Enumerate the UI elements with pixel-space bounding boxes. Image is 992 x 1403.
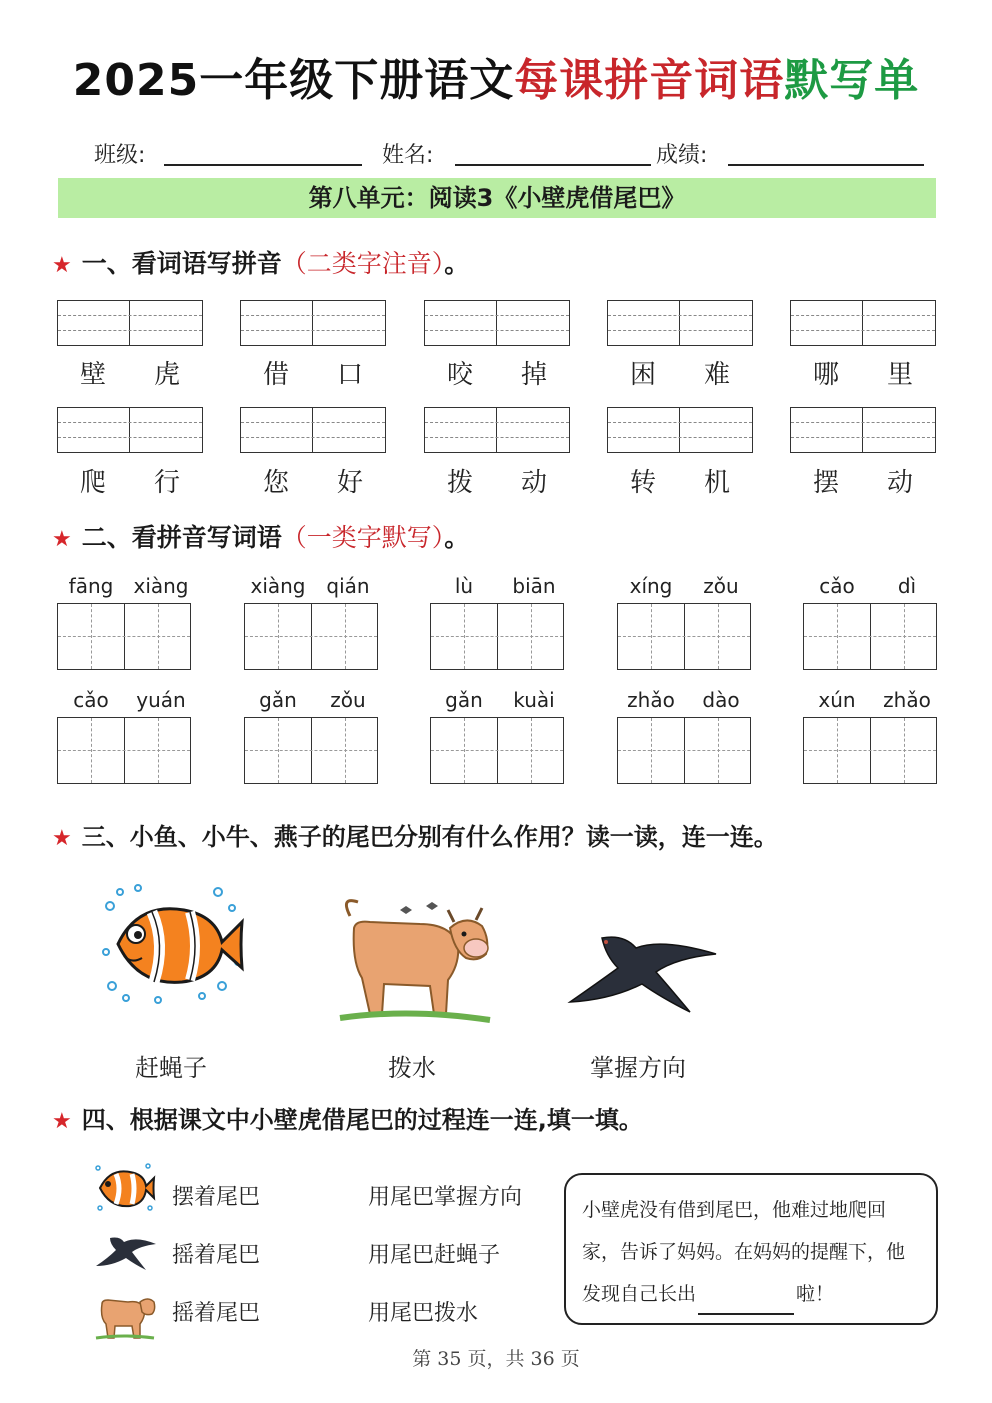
box-cell (791, 408, 863, 452)
tianzige-box[interactable] (430, 603, 564, 670)
word-char: 爬 (79, 468, 106, 498)
word-char: 困 (629, 360, 656, 390)
pinyin-label: xiàng (133, 574, 189, 598)
word-char: 口 (336, 360, 363, 390)
box-cell (425, 301, 497, 345)
section3-heading (52, 817, 778, 852)
pinyin-writing-box[interactable] (57, 300, 203, 346)
guide-line (608, 437, 752, 438)
swallow-picture (566, 928, 722, 1014)
tail-action-item[interactable]: 摇着尾巴 (172, 1243, 261, 1268)
guide-line (791, 422, 935, 423)
word-char: 虎 (153, 360, 180, 390)
section4-title: 四、根据课文中小壁虎借尾巴的过程连一连,填一填。 (81, 1106, 643, 1134)
class-label: 班级: (94, 143, 146, 168)
title-part-black: 2025一年级下册语文 (72, 55, 515, 106)
guide-line (608, 330, 752, 331)
title-part-green: 默写单 (784, 55, 920, 106)
tail-purpose-item[interactable]: 用尾巴赶蝇子 (368, 1243, 501, 1268)
box-cell (791, 301, 863, 345)
tianzige-box[interactable] (617, 717, 751, 784)
cow-icon (94, 1288, 156, 1340)
section1-note: （二类字注音） (281, 249, 445, 278)
tail-use-label[interactable]: 拨水 (388, 1054, 436, 1082)
word-char: 拨 (446, 468, 473, 498)
pinyin-writing-box[interactable] (240, 300, 386, 346)
tianzige-box[interactable] (244, 603, 378, 670)
star-icon: ★ (52, 253, 72, 278)
word-char: 哪 (812, 360, 839, 390)
guide-line (791, 437, 935, 438)
story-end: 啦！ (796, 1283, 835, 1305)
pinyin-label: zǒu (703, 574, 739, 598)
pinyin-writing-box[interactable] (424, 300, 570, 346)
section3-title: 三、小鱼、小牛、燕子的尾巴分别有什么作用？读一读，连一连。 (81, 823, 778, 851)
tail-use-label[interactable]: 赶蝇子 (135, 1054, 207, 1082)
box-cell (680, 408, 752, 452)
guide-line (245, 636, 377, 637)
guide-line (425, 315, 569, 316)
pinyin-label: zhǎo (627, 688, 675, 712)
word-char: 动 (520, 468, 547, 498)
pinyin-label: xiàng (250, 574, 306, 598)
word-char: 摆 (812, 468, 839, 498)
pinyin-label: zǒu (330, 688, 366, 712)
tianzige-box[interactable] (244, 717, 378, 784)
story-text: 小壁虎没有借到尾巴，他难过地爬回家，告诉了妈妈。在妈妈的提醒下，他发现自己长出 (582, 1199, 906, 1305)
star-icon: ★ (52, 1109, 72, 1134)
pinyin-label: gǎn (259, 688, 297, 712)
section1-title: 一、看词语写拼音 (81, 249, 282, 278)
section2-end: 。 (444, 523, 470, 552)
section2-title: 二、看拼音写词语 (81, 523, 282, 552)
section2-heading (52, 518, 469, 554)
word-char: 壁 (79, 360, 106, 390)
pinyin-writing-box[interactable] (57, 407, 203, 453)
box-cell (130, 408, 202, 452)
word-char: 转 (629, 468, 656, 498)
guide-line (58, 422, 202, 423)
pinyin-writing-box[interactable] (607, 300, 753, 346)
box-cell (497, 301, 569, 345)
swallow-icon (94, 1232, 158, 1272)
box-cell (863, 408, 935, 452)
clownfish-icon (92, 1158, 156, 1216)
pinyin-label: qián (326, 574, 370, 598)
guide-line (425, 422, 569, 423)
pinyin-label: fāng (68, 574, 114, 598)
box-cell (241, 408, 313, 452)
guide-line (791, 330, 935, 331)
tianzige-box[interactable] (430, 717, 564, 784)
box-cell (608, 301, 680, 345)
word-char: 您 (262, 468, 289, 498)
box-cell (313, 408, 385, 452)
tail-action-item[interactable]: 摆着尾巴 (172, 1185, 261, 1210)
guide-line (804, 750, 936, 751)
guide-line (58, 636, 190, 637)
pinyin-label: gǎn (445, 688, 483, 712)
guide-line (618, 636, 750, 637)
guide-line (608, 315, 752, 316)
tail-purpose-item[interactable]: 用尾巴掌握方向 (368, 1185, 523, 1210)
page-title (0, 44, 992, 108)
guide-line (791, 315, 935, 316)
unit-banner: 第八单元：阅读3《小壁虎借尾巴》 (58, 178, 936, 218)
box-cell (863, 301, 935, 345)
pinyin-writing-box[interactable] (424, 407, 570, 453)
pinyin-label: lù (454, 574, 474, 598)
section4-heading (52, 1100, 643, 1135)
pinyin-label: dì (897, 574, 917, 598)
pinyin-label: xún (818, 688, 856, 712)
section1-end: 。 (444, 249, 470, 278)
word-char: 行 (153, 468, 180, 498)
word-char: 里 (886, 360, 913, 390)
guide-line (58, 750, 190, 751)
guide-line (241, 437, 385, 438)
box-cell (130, 301, 202, 345)
section1-heading (52, 244, 469, 280)
word-char: 借 (262, 360, 289, 390)
guide-line (58, 330, 202, 331)
clownfish-picture (98, 882, 246, 1006)
star-icon: ★ (52, 527, 72, 552)
box-cell (425, 408, 497, 452)
box-cell (497, 408, 569, 452)
guide-line (431, 636, 563, 637)
word-char: 难 (703, 360, 730, 390)
guide-line (804, 636, 936, 637)
pinyin-label: kuài (513, 688, 555, 712)
guide-line (241, 422, 385, 423)
word-char: 掉 (520, 360, 547, 390)
pinyin-writing-box[interactable] (790, 300, 936, 346)
tianzige-box[interactable] (803, 717, 937, 784)
pinyin-writing-box[interactable] (607, 407, 753, 453)
box-cell (313, 301, 385, 345)
page-footer: 第 35 页，共 36 页 (412, 1348, 580, 1370)
pinyin-label: cǎo (819, 574, 855, 598)
name-label: 姓名: (382, 143, 434, 168)
guide-line (431, 750, 563, 751)
word-char: 好 (336, 468, 363, 498)
pinyin-label: yuán (136, 688, 186, 712)
tail-action-item[interactable]: 摇着尾巴 (172, 1301, 261, 1326)
guide-line (58, 315, 202, 316)
word-char: 动 (886, 468, 913, 498)
pinyin-label: xíng (629, 574, 673, 598)
box-cell (608, 408, 680, 452)
box-cell (58, 408, 130, 452)
pinyin-label: zhǎo (883, 688, 931, 712)
tianzige-box[interactable] (617, 603, 751, 670)
story-box (564, 1173, 938, 1325)
cow-picture (330, 888, 498, 1026)
section2-note: （一类字默写） (281, 523, 445, 552)
guide-line (241, 330, 385, 331)
guide-line (425, 437, 569, 438)
tianzige-box[interactable] (803, 603, 937, 670)
pinyin-label: dào (702, 688, 740, 712)
box-cell (58, 301, 130, 345)
star-icon: ★ (52, 826, 72, 851)
guide-line (245, 750, 377, 751)
guide-line (58, 437, 202, 438)
guide-line (618, 750, 750, 751)
score-field[interactable] (728, 164, 924, 166)
name-field[interactable] (455, 164, 651, 166)
score-label: 成绩: (656, 143, 708, 168)
tianzige-box[interactable] (57, 717, 191, 784)
pinyin-writing-box[interactable] (240, 407, 386, 453)
word-char: 机 (703, 468, 730, 498)
title-part-red: 每课拼音词语 (514, 55, 785, 106)
tail-purpose-item[interactable]: 用尾巴拨水 (368, 1301, 479, 1326)
story-blank[interactable] (698, 1293, 794, 1315)
class-field[interactable] (164, 164, 362, 166)
guide-line (608, 422, 752, 423)
tail-use-label[interactable]: 掌握方向 (590, 1054, 686, 1082)
guide-line (425, 330, 569, 331)
guide-line (241, 315, 385, 316)
tianzige-box[interactable] (57, 603, 191, 670)
pinyin-writing-box[interactable] (790, 407, 936, 453)
pinyin-label: biān (512, 574, 556, 598)
box-cell (680, 301, 752, 345)
pinyin-label: cǎo (73, 688, 109, 712)
box-cell (241, 301, 313, 345)
word-char: 咬 (446, 360, 473, 390)
